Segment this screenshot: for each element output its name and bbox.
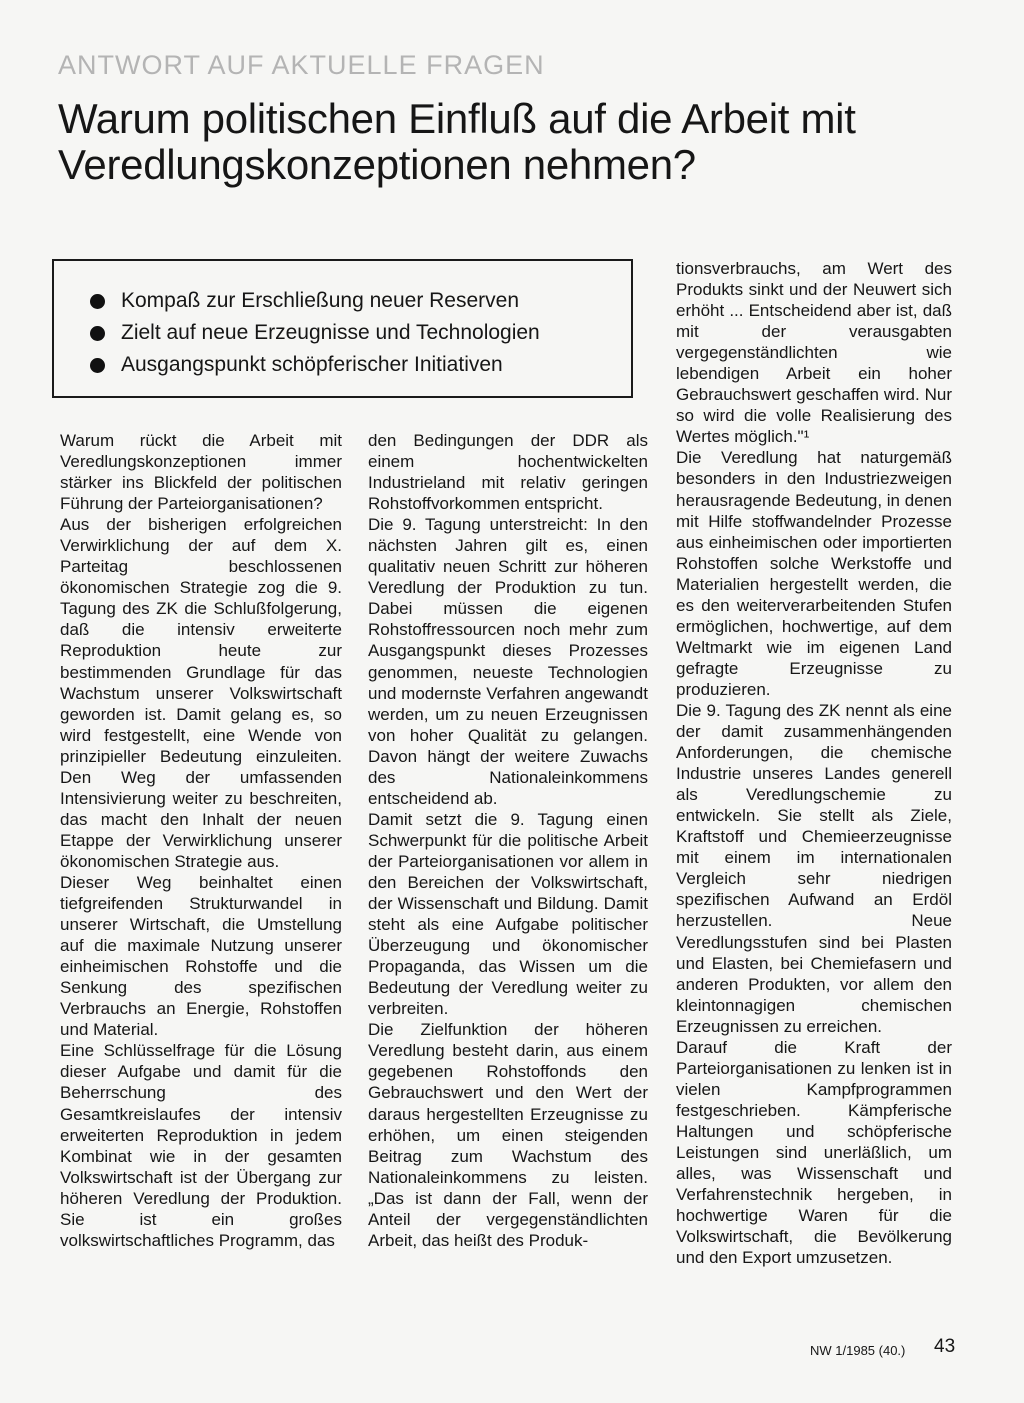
paragraph: Die 9. Tagung unterstreicht: In den nächsten Jahren gilt es, einen qualitativ neuen Schritt zur höheren Veredlung der Produktion zu tun. Dabei müssen die eigenen Rohstoffressourcen noch mehr zum Ausgangspunkt dieses Prozesses genommen, neueste Technologien und modernste Verfahren angewandt werden, um zu neuen Erzeugnissen von hoher Qualität zu gelangen. Davon hängt der weitere Zuwachs des Nationaleinkommens entscheidend ab. (368, 515, 648, 808)
summary-bullet (90, 317, 631, 349)
section-kicker: ANTWORT AUF AKTUELLE FRAGEN (58, 50, 545, 80)
paragraph: Damit setzt die 9. Tagung einen Schwerpunkt für die politische Arbeit der Parteiorganisationen vor allem in den Bereichen der Volkswirtschaft, der Wissenschaft und Bildung. Damit steht als eine Aufgabe politischer Überzeugung und ökonomischer Propaganda, das Wissen um die Bedeutung der Veredlung weiter zu verbreiten. (368, 809, 648, 1019)
article-title: Warum politischen Einfluß auf die Arbeit mit Veredlungskonzeptionen nehmen? (58, 95, 856, 188)
text-column-3 (676, 258, 952, 1268)
paragraph: Die Zielfunktion der höheren Veredlung besteht darin, aus einem gegebenen Rohstoffonds den Gebrauchswert und den Wert der daraus hergestellten Erzeugnisse zu erhöhen, um einen steigenden Beitrag zum Wachstum des Nationaleinkommens zu leisten. „Das ist dann der Fall, wenn der Anteil der vergegenständlichten Arbeit, das heißt des Produk- (368, 1020, 648, 1250)
bullet-dot-icon (90, 358, 105, 373)
summary-bullet (90, 285, 631, 317)
text-column-2 (368, 430, 648, 1251)
summary-bullet-text: Zielt auf neue Erzeugnisse und Technologien (121, 321, 540, 344)
summary-bullet-text: Ausgangspunkt schöpferischer Initiativen (121, 353, 503, 376)
paragraph: den Bedingungen der DDR als einem hochentwickelten Industrieland mit relativ geringen Rohstoffvorkommen entspricht. (368, 431, 648, 514)
paragraph: tionsverbrauchs, am Wert des Produkts sinkt und der Neuwert sich erhöht ... Entscheidend aber ist, daß mit der verausgabten vergegenständlichten wie lebendigen Arbeit ein hoher Gebrauchswert geschaffen wird. Nur so wird die volle Realisierung des Wertes möglich."¹ (676, 259, 952, 447)
paragraph: Die 9. Tagung des ZK nennt als eine der damit zusammenhängenden Anforderungen, die chemische Industrie unseres Landes generell als Veredlungschemie zu entwickeln. Sie stellt als Ziele, Kraftstoff und Chemieerzeugnisse mit einem im internationalen Vergleich sehr niedrigen spezifischen Aufwand an Erdöl herzustellen. Neue Veredlungsstufen sind bei Plasten und Elasten, bei Chemiefasern und anderen Produkten, vor allem den kleintonnagigen chemischen Erzeugnissen zu erreichen. (676, 700, 952, 1036)
issue-reference: NW 1/1985 (40.) (810, 1343, 906, 1358)
text-column-1 (60, 430, 342, 1251)
summary-bullet (90, 349, 631, 381)
summary-box (52, 259, 633, 398)
paragraph: Warum rückt die Arbeit mit Veredlungskonzeptionen immer stärker ins Blickfeld der politischen Führung der Parteiorganisationen? (60, 431, 342, 514)
paragraph: Die Veredlung hat naturgemäß besonders in den Industriezweigen herausragende Bedeutung, in denen mit Hilfe stoffwandelnder Prozesse aus einheimischen oder importierten Rohstoffen solche Werkstoffe und Materialien hergestellt werden, die es den weiterverarbeitenden Stufen ermöglichen, hochwertige, auf dem Weltmarkt wie im eigenen Land gefragte Erzeugnisse zu produzieren. (676, 448, 953, 699)
page-number: 43 (934, 1336, 956, 1357)
summary-bullet-text: Kompaß zur Erschließung neuer Reserven (121, 289, 520, 312)
paragraph: Aus der bisherigen erfolgreichen Verwirklichung der auf dem X. Parteitag beschlossenen ökonomischen Strategie zog die 9. Tagung des ZK die Schlußfolgerung, daß die intensiv erweiterte Reproduktion heute zur bestimmenden Grundlage für das Wachstum unserer Volkswirtschaft geworden ist. Damit gelang es, so wird festgestellt, eine Wende von prinzipieller Bedeutung einzuleiten. Den Weg der umfassenden Intensivierung weiter zu beschreiten, das macht den Inhalt der neuen Etappe der Verwirklichung unserer ökonomischen Strategie aus. (60, 515, 342, 871)
bullet-dot-icon (90, 294, 105, 309)
paragraph: Dieser Weg beinhaltet einen tiefgreifenden Strukturwandel in unserer Wirtschaft, die Umstellung auf die maximale Nutzung unserer einheimischen Rohstoffe und die Senkung des spezifischen Verbrauchs an Energie, Rohstoffen und Material. (60, 872, 342, 1040)
bullet-dot-icon (90, 326, 105, 341)
paragraph: Darauf die Kraft der Parteiorganisationen zu lenken ist in vielen Kampfprogrammen festgeschrieben. Kämpferische Haltungen und schöpferische Leistungen sind unerläßlich, um alles, was Wissenschaft und Verfahrenstechnik hergeben, in hochwertige Waren für die Volkswirtschaft, die Bevölkerung und den Export umzusetzen. (676, 1037, 952, 1268)
paragraph: Eine Schlüsselfrage für die Lösung dieser Aufgabe und damit für die Beherrschung des Gesamtkreislaufes der intensiv erweiterten Reproduktion in jedem Kombinat wie in der gesamten Volkswirtschaft ist der Übergang zur höheren Veredlung der Produktion. Sie ist ein großes volkswirtschaftliches Programm, das (60, 1041, 342, 1250)
